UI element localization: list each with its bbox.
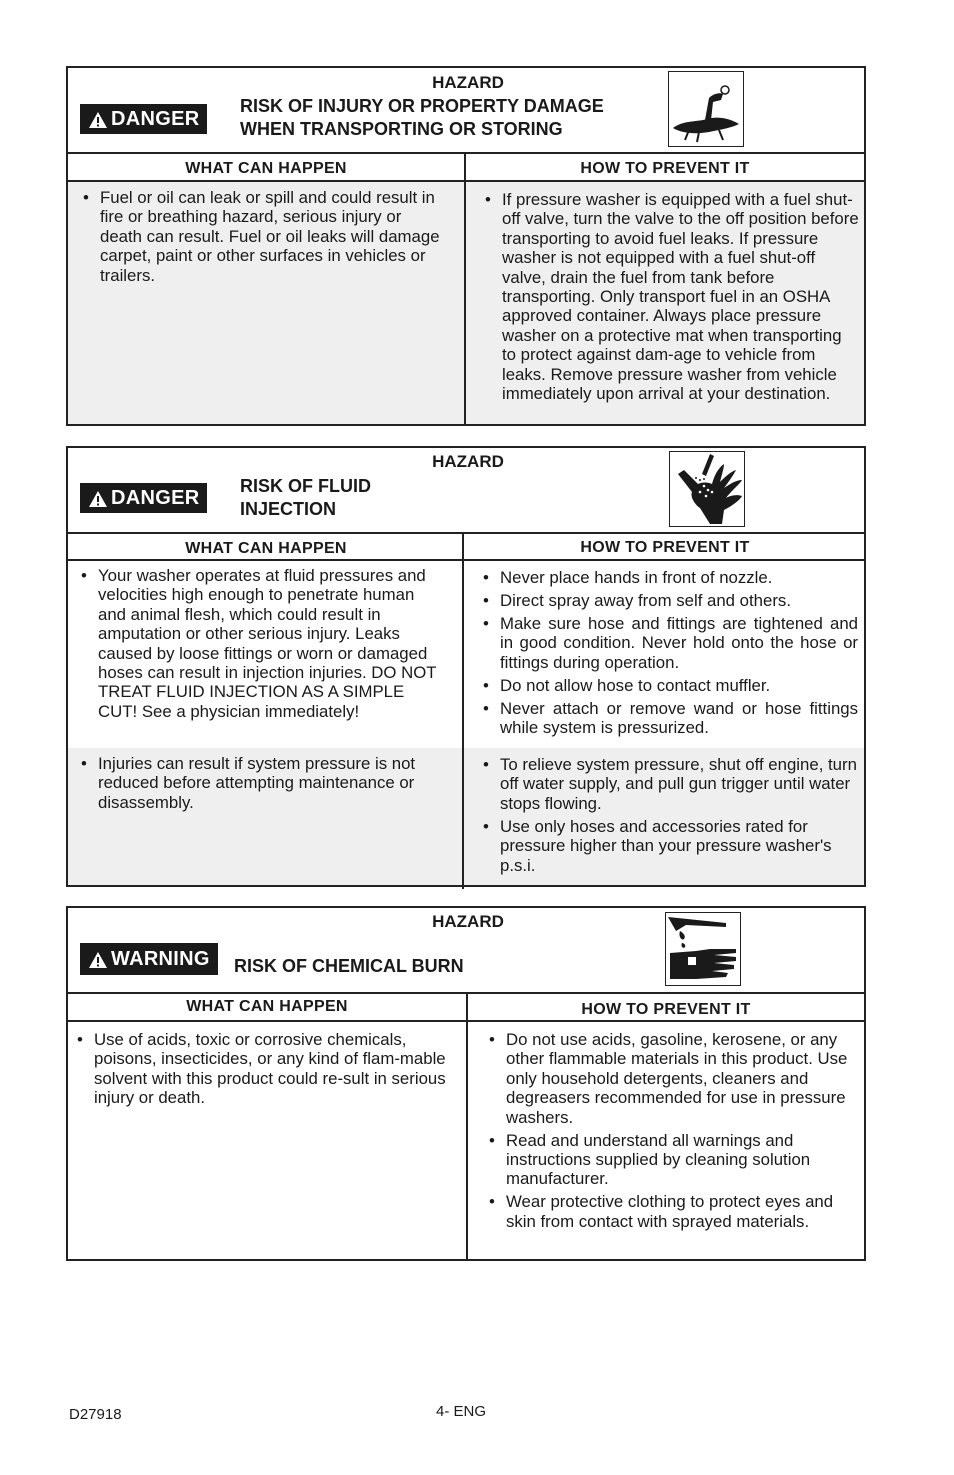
signal-word: WARNING (111, 948, 210, 970)
col-how-to-prevent: HOW TO PREVENT IT (580, 539, 750, 556)
signal-word: DANGER (111, 487, 200, 509)
risk-title-line: RISK OF CHEMICAL BURN (234, 956, 464, 976)
danger-signal-badge (80, 483, 207, 513)
happen-cell (68, 1022, 466, 1259)
fuel-spill-icon (668, 71, 744, 147)
model-number: D27918 (69, 1406, 122, 1423)
hazard-label: HAZARD (432, 912, 504, 931)
hazard-label: HAZARD (432, 452, 504, 471)
happen-cell (68, 561, 462, 747)
list-item: • Never place hands in front of nozzle. (478, 568, 858, 587)
col-how-to-prevent: HOW TO PREVENT IT (581, 1001, 751, 1018)
list-item: • Make sure hose and fittings are tightened and in good condition. Never hold onto the hose or fittings during operation. (478, 614, 858, 672)
list-item: • Use of acids, toxic or corrosive chemicals, poisons, insecticides, or any kind of flam-mable solvent with this product could re-sult in serious injury or death. (72, 1030, 448, 1108)
risk-title (234, 955, 464, 978)
hazard-box-fluid-injection (66, 446, 866, 887)
risk-title (240, 475, 371, 521)
page-number: 4- ENG (436, 1403, 487, 1420)
col-what-can-happen: WHAT CAN HAPPEN (185, 540, 347, 557)
hazard-box-transport (66, 66, 866, 426)
prevent-cell (468, 1022, 864, 1259)
prevent-cell (466, 182, 864, 424)
list-item: • Do not allow hose to contact muffler. (478, 676, 858, 695)
list-item: • Direct spray away from self and others. (478, 591, 858, 610)
happen-cell (68, 182, 464, 424)
col-how-to-prevent: HOW TO PREVENT IT (580, 160, 750, 177)
hazard-label: HAZARD (432, 73, 504, 92)
risk-title-line: RISK OF FLUID (240, 476, 371, 496)
list-item: • Fuel or oil can leak or spill and could result in fire or breathing hazard, serious injury or death can result. Fuel or oil leaks will damage carpet, paint or other surfaces in vehicles or trailers. (78, 188, 446, 285)
column-headers (68, 154, 864, 182)
list-item: • To relieve system pressure, shut off engine, turn off water supply, and pull gun trigger until water stops flowing. (478, 755, 858, 813)
column-headers (68, 534, 864, 561)
list-item: • Do not use acids, gasoline, kerosene, or any other flammable materials in this product. Use only household detergents, cleaners and degreasers recommended for use in pressure washers. (484, 1030, 860, 1127)
risk-title-line: RISK OF INJURY OR PROPERTY DAMAGE (240, 96, 604, 116)
hazard-header (68, 448, 864, 534)
list-item: • Use only hoses and accessories rated for pressure higher than your pressure washer's p.s.i. (478, 817, 858, 875)
risk-title (240, 95, 604, 141)
hazard-box-chemical-burn (66, 906, 866, 1261)
col-what-can-happen: WHAT CAN HAPPEN (186, 998, 348, 1015)
hazard-header (68, 908, 864, 994)
chemical-burn-hand-icon (665, 912, 741, 986)
list-item: • Never attach or remove wand or hose fittings while system is pressurized. (478, 699, 858, 738)
list-item: • Read and understand all warnings and instructions supplied by cleaning solution manufacturer. (484, 1131, 860, 1189)
prevent-cell (464, 561, 864, 747)
list-item: • If pressure washer is equipped with a fuel shut-off valve, turn the valve to the off position before transporting to avoid fuel leaks. If pressure washer is not equipped with a fuel shut-off valve, drain the fuel from tank before transporting. Only transport fuel in an OSHA approved container. Always place pressure washer on a protective mat when transporting to protect against dam-age to vehicle from leaks. Remove pressure washer from vehicle immediately upon arrival at your destination. (480, 190, 860, 403)
col-what-can-happen: WHAT CAN HAPPEN (185, 160, 347, 177)
happen-cell (68, 748, 462, 885)
warning-signal-badge (80, 943, 218, 975)
list-item: • Your washer operates at fluid pressures and velocities high enough to penetrate human and animal flesh, which could result in amputation or other serious injury. Leaks caused by loose fittings or worn or damaged hoses can result in injection injuries. DO NOT TREAT FLUID INJECTION AS A SIMPLE CUT! See a physician immediately! (76, 566, 446, 721)
alert-triangle-icon (88, 951, 108, 969)
risk-title-line: INJECTION (240, 499, 337, 519)
alert-triangle-icon (88, 490, 108, 508)
danger-signal-badge (80, 104, 207, 134)
risk-title-line: WHEN TRANSPORTING OR STORING (240, 119, 563, 139)
signal-word: DANGER (111, 108, 200, 130)
alert-triangle-icon (88, 111, 108, 129)
hazard-header (68, 68, 864, 154)
list-item: • Injuries can result if system pressure is not reduced before attempting maintenance or disassembly. (76, 754, 446, 812)
list-item: • Wear protective clothing to protect eyes and skin from contact with sprayed materials. (484, 1192, 860, 1231)
fluid-injection-hand-icon (669, 451, 745, 527)
prevent-cell (464, 748, 864, 885)
